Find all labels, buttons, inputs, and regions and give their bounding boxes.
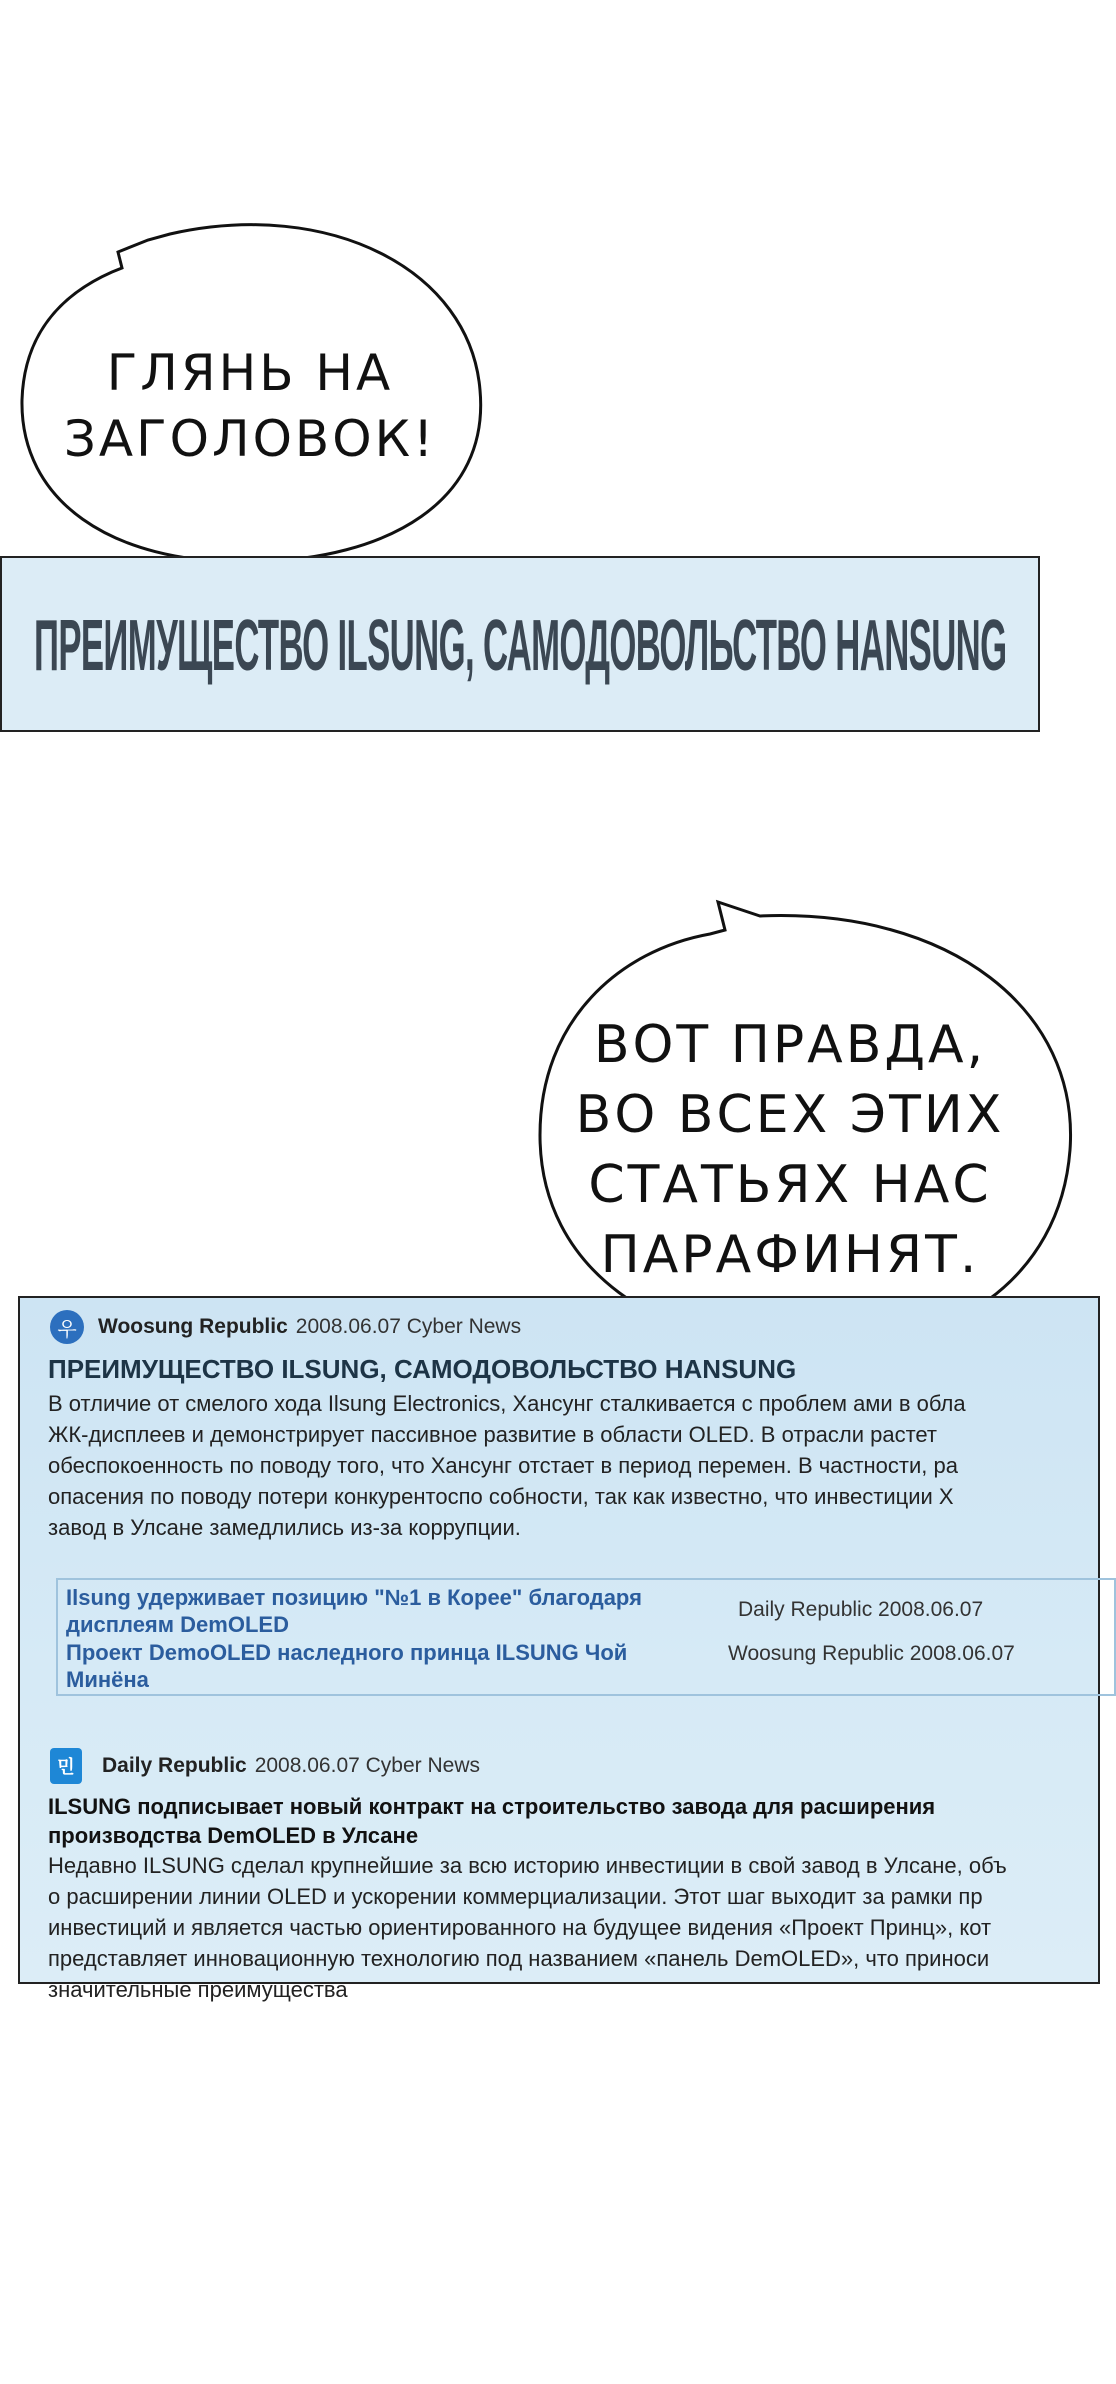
bubble-line: ПАРАФИНЯТ. [600,1225,980,1285]
related-link-1[interactable] [66,1584,642,1638]
article2-date: 2008.06.07 Cyber News [254,1754,481,1777]
article2-meta [50,1748,480,1784]
title-line[interactable]: ILSUNG подписывает новый контракт на строительство завода для расширения [48,1794,936,1819]
article2-title[interactable] [48,1792,935,1850]
news-panel [18,1296,1100,2002]
related-meta-2: Woosung Republic 2008.06.07 [728,1642,1015,1665]
related-link-line[interactable]: Проект DemoOLED наследного принца ILSUNG Чой [66,1640,628,1665]
body-line: обеспокоенность по поводу того, что Хансунг отстает в период перемен. В частности, ра [48,1453,958,1478]
article2-source[interactable]: Daily Republic [102,1754,247,1777]
bubble-line: ВО ВСЕХ ЭТИХ [575,1085,1005,1145]
body-line: представляет инновационную технологию под названием «панель DemOLED», что приноси [48,1946,990,1971]
article1-meta [50,1310,521,1344]
woosung-logo-icon: 우 [50,1310,84,1344]
article1-date: 2008.06.07 Cyber News [295,1315,522,1338]
related-meta-1: Daily Republic 2008.06.07 [738,1598,984,1621]
daily-republic-logo-icon: 민 [50,1748,82,1784]
body-line: Недавно ILSUNG сделал крупнейшие за всю историю инвестиции в свой завод в Улсане, объ [48,1853,1007,1878]
speech-bubble-top-text [40,340,460,472]
speech-bubble-middle-text [540,1010,1040,1290]
related-link-line[interactable]: дисплеям DemOLED [66,1612,289,1637]
article2-body [48,1850,1007,2005]
body-line: инвестиций и является частью ориентированного на будущее видения «Проект Принц», кот [48,1915,992,1940]
article1-body [48,1388,966,1543]
article1-source[interactable]: Woosung Republic [98,1315,288,1338]
headline-text: ПРЕИМУЩЕСТВО ILSUNG, САМОДОВОЛЬСТВО HANSUNG [33,603,1007,685]
body-line: завод в Улсане замедлились из-за коррупции. [48,1515,521,1540]
body-line: В отличие от смелого хода Ilsung Electronics, Хансунг сталкивается с проблем ами в обла [48,1391,966,1416]
related-link-2[interactable] [66,1639,627,1693]
related-link-line[interactable]: Ilsung удерживает позицию "№1 в Корее" благодаря [66,1585,642,1610]
body-line: значительные преимущества [48,1977,348,2002]
title-line[interactable]: производства DemOLED в Улсане [48,1823,419,1848]
article1-title[interactable]: ПРЕИМУЩЕСТВО ILSUNG, САМОДОВОЛЬСТВО HANSUNG [48,1354,797,1384]
bubble-line: СТАТЬЯХ НАС [588,1155,992,1215]
related-articles-box [56,1578,1116,1696]
headline-banner [0,556,1040,732]
body-line: опасения по поводу потери конкурентоспо собности, так как известно, что инвестиции Х [48,1484,954,1509]
bubble-line: ЗАГОЛОВОК! [63,410,437,468]
bubble-line: ВОТ ПРАВДА, [593,1015,987,1075]
bubble-line: ГЛЯНЬ НА [106,344,394,402]
related-link-line[interactable]: Минёна [66,1667,149,1692]
body-line: о расширении линии OLED и ускорении коммерциализации. Этот шаг выходит за рамки пр [48,1884,983,1909]
body-line: ЖК-дисплеев и демонстрирует пассивное развитие в области OLED. В отрасли растет [48,1422,938,1447]
